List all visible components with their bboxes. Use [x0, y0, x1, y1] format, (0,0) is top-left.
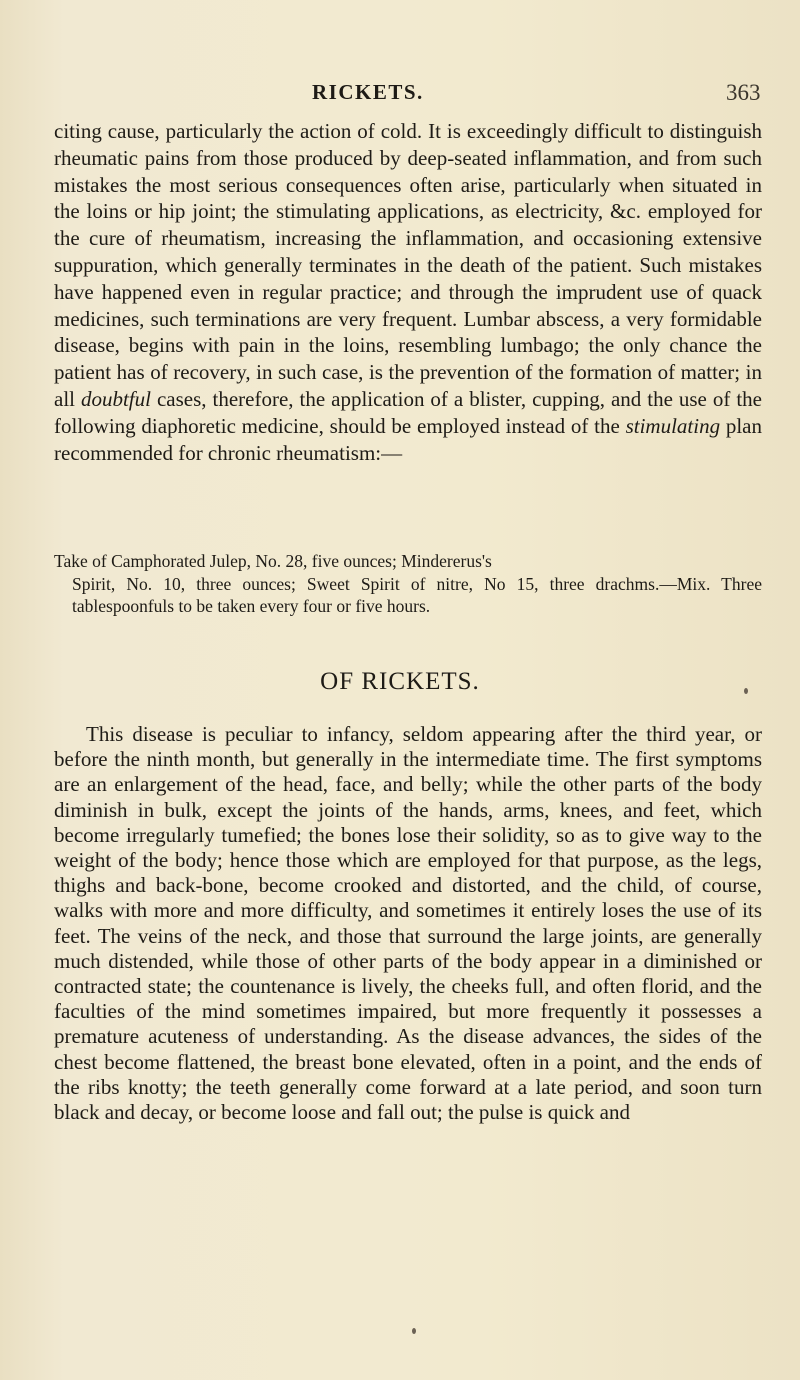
body-text-c: plan recommended for chronic rheumatism:— [54, 413, 763, 465]
section-heading: OF RICKETS. [320, 668, 480, 695]
ink-speck [412, 1328, 416, 1334]
prescription-first-line: Take of Camphorated Julep, No. 28, five ounces; Mindererus's [54, 551, 492, 571]
section-paragraph: This disease is peculiar to infancy, seldom appearing after the third year, or before the ninth month, but generally in the intermediate time. The first symptoms are an enlargement of the head, face, and belly; while the other parts of the body diminish in bulk, except the joints of the hands, arms, knees, and feet, which become irregularly tumefied; the bones lose their solidity, so as to give way to the weight of the body; hence those which are employed for that purpose, as the legs, thighs and back-bone, become crooked and distorted, and the child, of course, walks with more and more difficulty, and sometimes it entirely loses the use of its feet. The veins of the neck, and those that surround the large joints, are generally much distended, while those of other parts of the body appear in a diminished or contracted state; the countenance is lively, the cheeks full, and often florid, and the faculties of the mind sometimes impaired, but more frequently it possesses a premature acuteness of understanding. As the disease advances, the sides of the chest become flattened, the breast bone elevated, often in a point, and the ends of the ribs knotty; the teeth generally come forward at a late period, and soon turn black and decay, or become loose and fall out; the pulse is quick and [54, 722, 762, 1125]
body-text-emphasis-doubtful: doubtful [80, 386, 151, 411]
ink-speck [744, 688, 748, 694]
body-text-a: citing cause, particularly the action of cold. It is exceedingly difficult to distinguish rheumatic pains from those produced by deep-seated inflammation, and from such mistakes the most serious consequences often arise, particularly when situated in the loins or hip joint; the stimulating applications, as electricity, &c. employed for the cure of rheumatism, increasing the inflammation, and occasioning extensive suppuration, which generally terminates in the death of the patient. Such mistakes have happened even in regular practice; and through the imprudent use of quack medicines, such terminations are very frequent. Lumbar abscess, a very formidable disease, begins with pain in the loins, resembling lumbago; the only chance the patient has of recovery, in such case, is the prevention of the formation of matter; in all [54, 119, 762, 411]
page-number: 363 [726, 80, 761, 105]
body-text-emphasis-stimulating: stimulating [625, 413, 721, 438]
body-paragraph [54, 118, 762, 466]
running-head: RICKETS. [312, 80, 424, 104]
prescription-block [54, 550, 762, 618]
page-header [0, 80, 800, 114]
body-text-b: cases, therefore, the application of a blister, cupping, and the use of the following diaphoretic medicine, should be employed instead of the [54, 386, 762, 438]
prescription-continuation: Spirit, No. 10, three ounces; Sweet Spirit of nitre, No 15, three drachms.—Mix. Three tablespoonfuls to be taken every four or five hours. [72, 573, 762, 616]
